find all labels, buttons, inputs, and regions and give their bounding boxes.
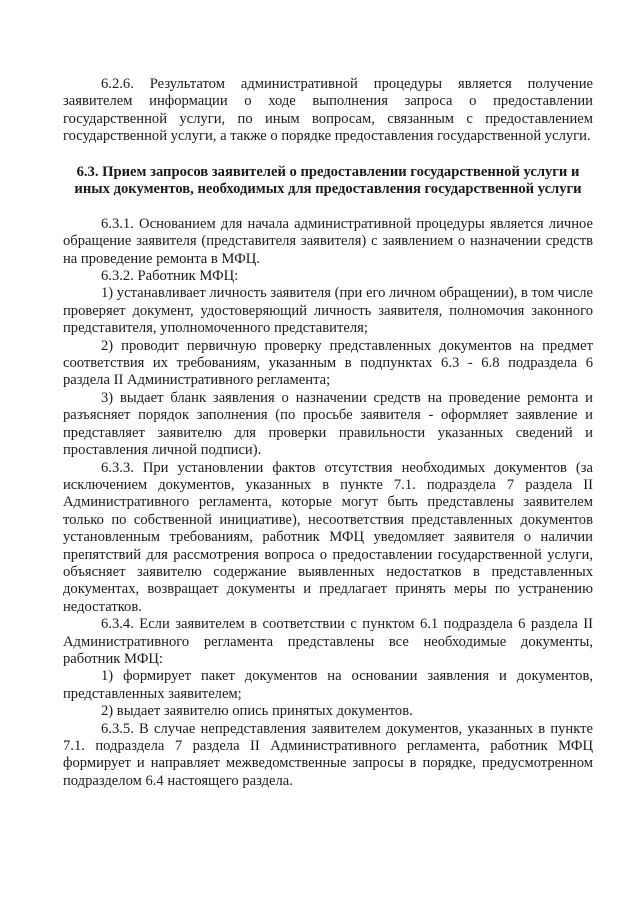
paragraph-6-2-6: 6.2.6. Результатом административной процедуры является получение заявителем информации о ходе выполнения запроса о предоставлении государственной услуги, по иным вопросам, связанным с предоставлением государственной услуги, а также о порядке предоставления государственной услуги. [63, 76, 593, 145]
paragraph-6-3-1: 6.3.1. Основанием для начала административной процедуры является личное обращение заявителя (представителя заявителя) с заявлением о назначении средств на проведение ремонта в МФЦ. [63, 215, 593, 267]
section-heading-line: 6.3. Прием запросов заявителей о предоставлении государственной услуги и [76, 163, 580, 180]
list-item-6-3-4-2: 2) выдает заявителю опись принятых документов. [101, 703, 413, 720]
list-item-6-3-4-1: 1) формирует пакет документов на основании заявления и документов, представленных заявителем; [63, 668, 593, 702]
spacer [63, 199, 593, 216]
paragraph-6-3-4: 6.3.4. Если заявителем в соответствии с пунктом 6.1 подраздела 6 раздела II Административного регламента представлены все необходимые документы, работник МФЦ: [63, 616, 593, 667]
section-heading-6-3 [63, 164, 593, 199]
list-item-6-3-2-3: 3) выдает бланк заявления о назначении средств на проведение ремонта и разъясняет порядок заполнения (по просьбе заявителя - оформляет заявление и представляет заявителю для проверки правильности указанных сведений и проставления личной подписи). [63, 389, 593, 459]
paragraph-6-3-3: 6.3.3. При установлении фактов отсутствия необходимых документов (за исключением документов, указанных в пункте 7.1. подраздела 7 раздела II Административного регламента, которые могут быть представлены заявителем только по собственной инициативе), несоответствия представленных документов установленным требованиям, работник МФЦ уведомляет заявителя о наличии препятствий для рассмотрения вопроса о предоставлении государственной услуги, объясняет заявителю содержание выявленных недостатков в представленных документах, возвращает документы и предлагает принять меры по устранению недостатков. [63, 459, 593, 615]
paragraph-6-3-5: 6.3.5. В случае непредставления заявителем документов, указанных в пункте 7.1. подраздела 7 раздела II Административного регламента, работник МФЦ формирует и направляет межведомственные запросы в порядке, предусмотренном подразделом 6.4 настоящего раздела. [63, 720, 593, 789]
list-item-6-3-2-2: 2) проводит первичную проверку представленных документов на предмет соответствия их требованиям, указанным в подпунктах 6.3 - 6.8 подраздела 6 раздела II Административного регламента; [63, 337, 593, 389]
document-page [63, 76, 593, 790]
spacer [63, 146, 593, 164]
section-heading-line: иных документов, необходимых для предоставления государственной услуги [74, 181, 582, 198]
paragraph-6-3-2: 6.3.2. Работник МФЦ: [101, 268, 239, 285]
list-item-6-3-2-1: 1) устанавливает личность заявителя (при его личном обращении), в том числе проверяет документ, удостоверяющий личность заявителя, полномочия законного представителя, уполномоченного представителя; [63, 285, 594, 337]
